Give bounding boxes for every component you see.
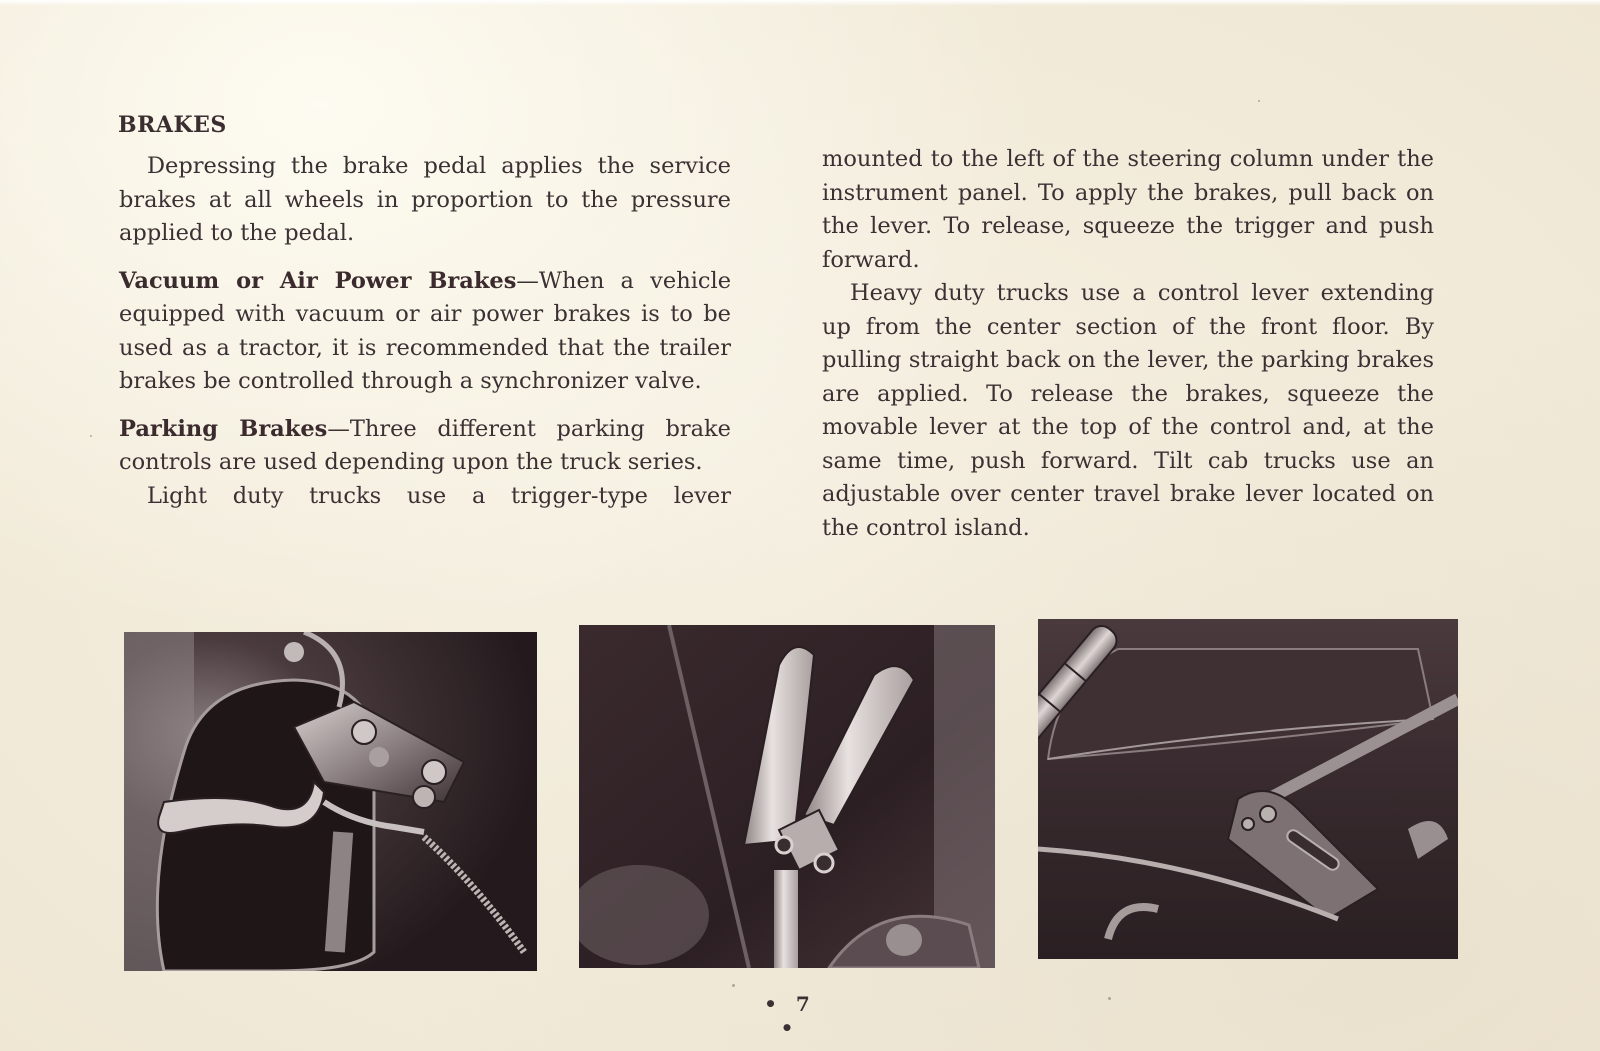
paragraph-text: Heavy duty trucks use a control lever extending up from the center section of the front floor. By pulling straight back on the lever, the parking brakes are applied. To release the brakes, squeeze the movable lever at the top of the control and, at the same time, push forward. Tilt cab trucks use an adjustable over center travel brake lever located on the control island.: [822, 280, 1434, 541]
run-in-heading: Vacuum or Air Power Brakes: [119, 267, 517, 294]
paragraph-text: —When a vehicle equipped with vacuum or air power brakes is to be used as a tractor, it is recommended that the trailer brakes be controlled through a synchronizer valve.: [119, 267, 732, 394]
left-column: [119, 150, 731, 513]
paragraph-heavy-duty: [822, 277, 1434, 545]
section-heading: BRAKES: [118, 112, 227, 138]
photo-trigger-lever: [124, 632, 537, 971]
photo-tilt-cab-lever: [1038, 619, 1458, 959]
trigger-lever-illustration: [124, 632, 537, 971]
right-column: [822, 143, 1434, 545]
paper-speck: [1108, 997, 1111, 1000]
page-number: • 7 •: [764, 992, 816, 1040]
paragraph-light-duty: [119, 480, 731, 514]
paragraph-text: Depressing the brake pedal applies the service brakes at all wheels in proportion to the pressure applied to the pedal.: [119, 153, 731, 246]
paragraph-power-brakes: [119, 265, 731, 399]
paper-speck: [90, 435, 92, 437]
tilt-cab-lever-illustration: [1038, 619, 1458, 959]
photo-heavy-duty-lever: [579, 625, 995, 968]
page-top-edge: [0, 0, 1600, 6]
paragraph-text: mounted to the left of the steering column under the instrument panel. To apply the brakes, pull back on the lever. To release, squeeze the trigger and push forward.: [822, 146, 1434, 273]
paragraph-parking-brakes: [119, 413, 731, 480]
run-in-heading: Parking Brakes: [119, 415, 328, 442]
paragraph-text: —Three different parking brake controls are used depending upon the truck series.: [119, 415, 731, 475]
paragraph-service-brakes: [119, 150, 731, 251]
paper-speck: [732, 984, 735, 987]
heavy-duty-lever-illustration: [579, 625, 995, 968]
paragraph-light-duty-continued: [822, 143, 1434, 277]
paragraph-text: Light duty trucks use a trigger-type lever: [147, 482, 731, 509]
paper-speck: [1258, 100, 1260, 102]
